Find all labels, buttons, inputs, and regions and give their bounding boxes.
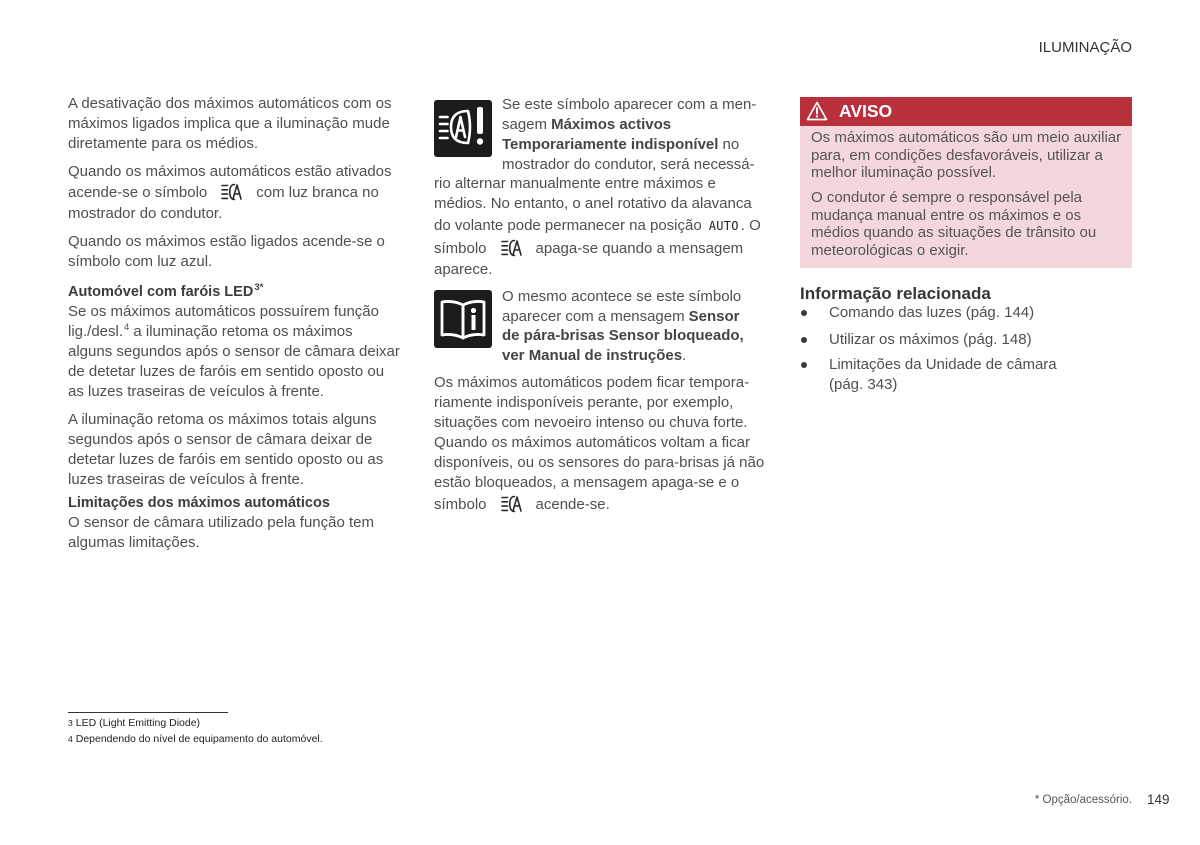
text-line: as luzes traseiras de veículos à frente.	[68, 383, 324, 400]
footnote-text: LED (Light Emitting Diode)	[75, 717, 201, 729]
related-link-lights-control[interactable]	[800, 303, 1132, 323]
text-line: rio alternar manualmente entre máximos e	[434, 175, 716, 192]
paragraph-auto-deactivation	[68, 94, 391, 154]
text-segment: símbolo	[434, 240, 487, 257]
text-line: Se os máximos automáticos possuírem função	[68, 303, 379, 320]
text-segment: apaga-se quando a mensagem	[535, 240, 744, 257]
text-line: Comando das luzes (pág. 144)	[829, 304, 1035, 321]
warning-paragraph	[811, 129, 1132, 182]
paragraph-full-beam-return	[68, 410, 383, 490]
text-line: meteorológicas o exigir.	[811, 241, 969, 259]
message-text: ver Manual de instruções	[502, 346, 683, 364]
footnote-ref: 3*	[254, 282, 264, 293]
paragraph-sensor-blocked-msg	[502, 287, 744, 365]
text-segment: aparecer com a mensagem	[502, 307, 685, 325]
text-segment: acende-se o símbolo	[68, 184, 208, 201]
page-number: 149	[1147, 792, 1170, 807]
text-line: detetar luzes de faróis em sentido oposto ou as	[68, 451, 384, 468]
text-segment: a iluminação retoma os máximos	[133, 323, 353, 340]
text-line: luzes traseiras de veículos à frente.	[68, 471, 304, 488]
owners-manual-info-icon	[434, 290, 492, 348]
paragraph-auto-activated	[68, 162, 392, 224]
text-line: Quando os máximos automáticos estão ativados	[68, 163, 392, 180]
text-line: diretamente para os médios.	[68, 135, 259, 152]
text-line: de detetar luzes de faróis em sentido oposto ou	[68, 363, 385, 380]
message-text: Máximos activos	[551, 116, 672, 133]
text-line: estão bloqueados, a mensagem apaga-se e o	[434, 474, 740, 491]
text-line: Os máximos automáticos são um meio auxiliar	[811, 129, 1122, 146]
message-text: Sensor	[688, 307, 740, 325]
related-link-text	[829, 355, 1057, 395]
text-line: A desativação dos máximos automáticos com os	[68, 95, 392, 112]
text-line: melhor iluminação possível.	[811, 164, 997, 181]
bullet-icon	[801, 362, 807, 368]
text-line: Os máximos automáticos podem ficar tempora-	[434, 374, 750, 391]
text-line: mudança manual entre os máximos e os	[811, 206, 1082, 224]
text-line: segundos após o sensor de câmara deixar de	[68, 431, 373, 448]
text-line: O mesmo acontece se este símbolo	[502, 288, 742, 305]
footnote-text: Dependendo do nível de equipamento do automóvel.	[75, 733, 323, 745]
text-line: algumas limitações.	[68, 534, 200, 551]
text-line	[434, 214, 761, 237]
text-line: riamente indisponíveis perante, por exemplo,	[434, 394, 734, 411]
footnote	[68, 716, 200, 730]
text-line	[502, 307, 744, 327]
text-line: médios. No entanto, o anel rotativo da alavanca	[434, 195, 752, 212]
text-segment: símbolo	[434, 496, 487, 513]
message-text: Temporariamente indisponível	[502, 136, 719, 153]
text-segment: acende-se.	[535, 496, 610, 513]
text-segment: . O	[740, 217, 761, 234]
text-line: médios quando as situações de trânsito ou	[811, 224, 1097, 241]
text-line	[502, 135, 756, 155]
related-link-high-beam[interactable]	[800, 330, 1132, 350]
text-line: símbolo com luz azul.	[68, 253, 213, 270]
related-link-text	[829, 330, 1032, 350]
footnote-divider	[68, 712, 228, 713]
text-line: (pág. 343)	[829, 376, 898, 393]
bullet-icon	[801, 337, 807, 343]
text-line: mostrador do condutor.	[68, 205, 223, 222]
heading-led-headlamps	[68, 282, 263, 302]
related-link-text	[829, 303, 1034, 323]
text-segment: .	[682, 346, 687, 364]
warning-body	[800, 126, 1132, 268]
auto-high-beam-icon	[501, 495, 523, 513]
auto-high-beam-icon	[501, 239, 523, 257]
footnote-number: 3	[68, 718, 73, 728]
text-line: aparece.	[434, 261, 493, 278]
warning-title: AVISO	[839, 101, 893, 121]
text-line: mostrador do condutor, será necessá-	[502, 156, 755, 173]
text-line: O sensor de câmara utilizado pela função tem	[68, 514, 374, 531]
auto-high-beam-warning-icon	[434, 100, 492, 157]
warning-triangle-icon	[806, 101, 828, 121]
text-line: Se este símbolo aparecer com a men-	[502, 96, 757, 113]
text-line: máximos ligados implica que a iluminação mude	[68, 115, 390, 132]
heading-text: Automóvel com faróis LED	[68, 284, 254, 300]
text-line: A iluminação retoma os máximos totais alguns	[68, 411, 377, 428]
related-info-title: Informação relacionada	[800, 284, 991, 303]
text-line: O condutor é sempre o responsável pela	[811, 189, 1082, 206]
text-line: para, em condições desfavoráveis, utilizar a	[811, 146, 1103, 164]
text-line-with-symbol	[434, 237, 761, 260]
text-line: Quando os máximos estão ligados acende-se o	[68, 233, 385, 250]
paragraph-temporarily-unavailable-cont	[434, 174, 761, 280]
paragraph-high-beam-on	[68, 232, 385, 272]
paragraph-led-function	[68, 302, 400, 402]
section-title: ILUMINAÇÃO	[1038, 39, 1132, 56]
text-line-with-symbol	[434, 493, 764, 516]
text-segment: sagem	[502, 116, 548, 133]
warning-paragraph	[811, 189, 1132, 259]
bullet-icon	[801, 310, 807, 316]
text-segment: lig./desl.	[68, 323, 124, 340]
footnote-number: 4	[68, 734, 73, 744]
text-line: Limitações da Unidade de câmara	[829, 356, 1057, 373]
auto-high-beam-icon	[221, 183, 243, 201]
paragraph-temporarily-unavailable-conditions	[434, 373, 764, 516]
auto-position-symbol: AUTO	[708, 219, 739, 233]
paragraph-temporarily-unavailable-msg	[502, 95, 756, 175]
message-text: de pára-brisas Sensor bloqueado,	[502, 327, 744, 344]
heading-limitations: Limitações dos máximos automáticos	[68, 495, 330, 511]
text-line: situações com nevoeiro intenso ou chuva forte.	[434, 414, 748, 431]
text-line	[502, 346, 744, 366]
footnote-ref: 4	[124, 322, 130, 333]
option-accessory-note: * Opção/acessório.	[1034, 794, 1132, 806]
text-line: disponíveis, ou os sensores do para-brisas já não	[434, 454, 765, 471]
text-line-with-symbol	[68, 182, 392, 204]
text-segment: do volante pode permanecer na posição	[434, 217, 702, 234]
text-line	[502, 115, 756, 135]
text-segment: no	[722, 136, 740, 153]
paragraph-limitations	[68, 513, 374, 553]
text-line: Quando os máximos automáticos voltam a ficar	[434, 434, 750, 451]
text-segment: com luz branca no	[256, 184, 379, 201]
warning-header	[800, 97, 1132, 126]
text-line: Utilizar os máximos (pág. 148)	[829, 331, 1032, 348]
text-line	[68, 322, 400, 342]
footnote	[68, 732, 323, 746]
text-line: alguns segundos após o sensor de câmara deixar	[68, 343, 400, 360]
related-link-camera-limitations[interactable]	[800, 355, 1132, 395]
